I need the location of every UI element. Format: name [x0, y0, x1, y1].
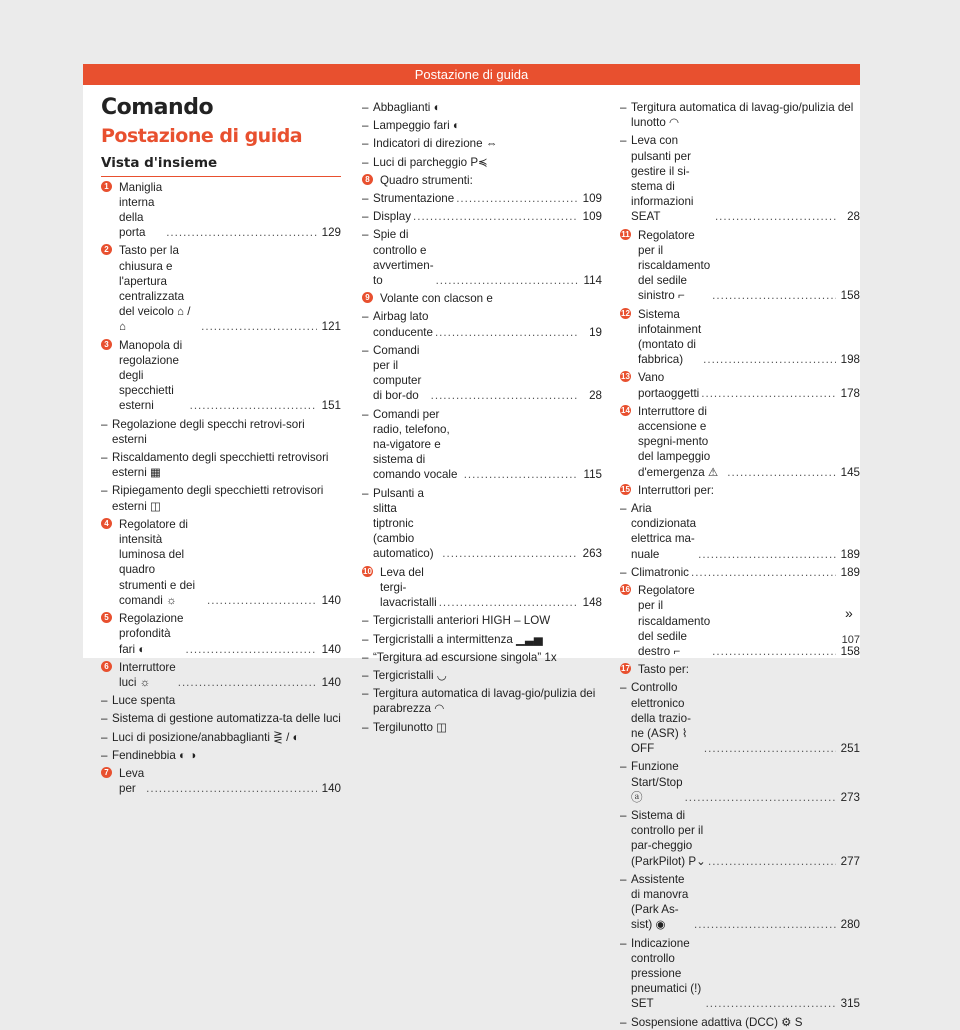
item-label: Interruttore luci ☼ [119, 660, 176, 689]
leader-dots [190, 398, 317, 413]
item-number-badge: 3 [101, 339, 112, 350]
leader-dots [704, 741, 836, 756]
list-item [620, 404, 860, 480]
item-label: Maniglia interna della porta [119, 180, 163, 240]
leader-dots [442, 546, 578, 561]
list-subitem [362, 191, 602, 206]
item-label: Interruttori per: [638, 483, 715, 497]
item-label: Quadro strumenti: [380, 173, 473, 187]
leader-dots [456, 191, 578, 206]
list-subitem [101, 748, 341, 763]
leader-dots [706, 996, 836, 1011]
subitem-label: Tergitura automatica di lavag-gio/pulizia del lunotto ◠ [631, 101, 854, 130]
subitem-label: Tergicristalli a intermittenza ▁▃▅ [373, 632, 543, 646]
item-number-badge: 10 [363, 566, 372, 576]
page-reference: 129 [321, 226, 341, 240]
heading-comando: Comando [101, 95, 214, 120]
list-subitem [620, 501, 860, 562]
list-subitem [362, 632, 602, 647]
item-number-badge: 12 [621, 308, 630, 318]
leader-dots [431, 388, 578, 403]
page-reference: 189 [840, 565, 860, 579]
list-item [101, 766, 341, 796]
list-subitem [362, 155, 602, 170]
list-subitem [362, 407, 602, 483]
list-subitem [620, 808, 860, 869]
subitem-label: – Strumentazione [373, 192, 455, 206]
section-header: Postazione di guida [83, 64, 860, 85]
page-reference: 198 [840, 353, 860, 367]
subitem-label: – Comandi per radio, telefono, na-vigatore e sistema di comando vocale [373, 407, 458, 482]
subitem-label: Luce spenta [112, 694, 176, 708]
subitem-label: – Controllo elettronico della trazio-ne (ASR) ⌇ OFF [631, 681, 691, 756]
item-number-badge: 16 [621, 585, 630, 595]
leader-dots [146, 781, 317, 796]
item-label: Regolatore di intensità luminosa del quadro strumenti e dei comandi ☼ [119, 517, 196, 607]
continue-arrow: » [845, 605, 853, 621]
list-item [101, 660, 341, 690]
list-subitem [362, 613, 602, 628]
item-label: Sistema infotainment (montato di fabbrica) [638, 307, 702, 367]
list-subitem [101, 450, 341, 480]
list-subitem [620, 565, 860, 580]
page-reference: 145 [840, 465, 860, 479]
list-subitem [362, 686, 602, 716]
page-reference: 148 [582, 596, 602, 610]
list-item [620, 483, 860, 498]
list-item [620, 370, 860, 400]
list-subitem [620, 936, 860, 1012]
leader-dots [207, 593, 317, 608]
list-subitem [620, 759, 860, 805]
subitem-label: – Pulsanti a slitta tiptronic (cambio automatico) [373, 486, 434, 561]
subitem-label: – Spie di controllo e avvertimen-to [373, 228, 434, 288]
subitem-label: Regolazione degli specchi retrovi-sori esterni [112, 417, 305, 446]
subitem-label: Ripiegamento degli specchietti retrovisori esterni ◫ [112, 484, 324, 513]
column-2 [362, 97, 602, 735]
subitem-label: – Leva con pulsanti per gestire il si-stema di informazioni SEAT [631, 134, 694, 224]
subitem-label: Luci di parcheggio P≼ [373, 155, 488, 169]
leader-dots [464, 467, 578, 482]
subitem-label: – Display [373, 210, 412, 224]
list-subitem [620, 1015, 860, 1030]
list-subitem [362, 720, 602, 735]
page-reference: 121 [321, 320, 341, 334]
item-number-badge: 14 [621, 405, 630, 415]
list-item [620, 583, 860, 659]
list-subitem [362, 227, 602, 288]
subitem-label: Abbaglianti ◐ [373, 101, 441, 114]
list-item [362, 291, 602, 306]
overview-list-1 [101, 180, 341, 797]
leader-dots [712, 644, 836, 659]
item-label: Regolatore per il riscaldamento del sedile destro ⌐ [638, 584, 711, 658]
list-subitem [101, 711, 341, 726]
subitem-label: Lampeggio fari ◐ [373, 119, 460, 133]
list-subitem [362, 136, 602, 151]
leader-dots [435, 325, 578, 340]
leader-dots [698, 547, 836, 562]
item-number-badge: 4 [101, 518, 112, 529]
list-item [101, 243, 341, 334]
item-label: Tasto per: [638, 663, 689, 677]
item-label: Leva per [119, 766, 145, 796]
column-1 [101, 95, 341, 796]
page-reference: 109 [582, 210, 602, 224]
page-reference: 251 [840, 742, 860, 756]
list-subitem [101, 730, 341, 745]
page-reference: 115 [583, 468, 602, 482]
page-reference: 189 [840, 547, 860, 561]
subitem-label: Tergitura automatica di lavag-gio/pulizia dei parabrezza ◠ [373, 687, 596, 716]
leader-dots [413, 209, 578, 224]
item-label: Leva del tergi-lavacristalli [380, 565, 437, 610]
list-subitem [101, 693, 341, 708]
leader-dots [691, 565, 836, 580]
leader-dots [201, 319, 317, 334]
heading-vista: Vista d'insieme [101, 156, 341, 176]
list-item [620, 307, 860, 368]
leader-dots [703, 352, 836, 367]
leader-dots [439, 595, 578, 610]
item-label: Tasto per la chiusura e l'apertura centralizzata del veicolo ⌂ / ⌂ [119, 244, 191, 334]
subitem-label: – Aria condizionata elettrica ma-nuale [631, 502, 697, 561]
item-label: Volante con clacson e [380, 292, 493, 306]
list-subitem [101, 417, 341, 447]
page-reference: 109 [582, 192, 602, 206]
list-subitem [620, 680, 860, 756]
list-item [362, 565, 602, 611]
list-item [101, 517, 341, 608]
subitem-label: Indicatori di direzione ⇔ [373, 137, 498, 151]
item-number-badge: 1 [101, 181, 112, 192]
item-label: Interruttore di accensione e spegni-mento del lampeggio d'emergenza ⚠ [638, 404, 719, 479]
subitem-label: – Funzione Start/Stop ⓐ [631, 760, 683, 804]
page-reference: 140 [321, 642, 341, 656]
list-subitem [362, 486, 602, 562]
subitem-label: Tergicristalli ◡ [373, 668, 447, 682]
page-reference: 19 [589, 325, 602, 339]
item-number-badge: 8 [362, 174, 373, 185]
page-reference: 315 [840, 997, 860, 1011]
list-subitem [362, 309, 602, 339]
subitem-label: – Indicazione controllo pressione pneumatici (!) SET [631, 936, 702, 1011]
column-3 [620, 97, 860, 1030]
page-number: 107 [841, 634, 860, 646]
subitem-label: Fendinebbia ◐ ◑ [112, 748, 197, 762]
item-label: Regolazione profondità fari ◐ [119, 612, 184, 656]
leader-dots [178, 675, 317, 690]
subitem-label: Sospensione adattiva (DCC) ⚙ S [631, 1015, 803, 1029]
subitem-label: Luci di posizione/anabbaglianti ⋛ / ◐ [112, 730, 300, 744]
list-subitem [362, 650, 602, 665]
leader-dots [166, 225, 317, 240]
list-subitem [362, 668, 602, 683]
list-item [620, 228, 860, 304]
page-reference: 158 [840, 644, 860, 658]
list-subitem [362, 343, 602, 404]
page-reference: 277 [840, 854, 860, 868]
page-reference: 114 [583, 274, 602, 288]
list-subitem [620, 100, 860, 130]
subitem-label: – Climatronic [631, 565, 689, 579]
page-reference: 28 [847, 210, 860, 224]
subitem-label: Tergicristalli anteriori HIGH – LOW [373, 614, 551, 628]
subitem-label: Riscaldamento degli specchietti retrovisori esterni ▦ [112, 451, 329, 480]
list-subitem [101, 483, 341, 513]
page-reference: 280 [840, 918, 860, 932]
item-number-badge: 6 [101, 661, 112, 672]
item-number-badge: 9 [362, 292, 373, 303]
page-reference: 158 [840, 289, 860, 303]
overview-list-3 [620, 100, 860, 1030]
page-reference: 140 [321, 782, 341, 796]
page-reference: 178 [840, 386, 860, 400]
overview-list-2 [362, 100, 602, 735]
list-item [362, 173, 602, 188]
leader-dots [727, 465, 836, 480]
page-reference: 151 [321, 399, 341, 413]
leader-dots [712, 288, 836, 303]
subitem-label: Tergilunotto ◫ [373, 720, 448, 734]
item-number-badge: 17 [621, 664, 630, 674]
subitem-label: – Airbag lato conducente [373, 310, 433, 339]
item-label: Vano portaoggetti [638, 371, 700, 400]
list-item [101, 338, 341, 414]
item-label: Manopola di regolazione degli specchietti esterni [119, 338, 183, 413]
item-number-badge: 11 [621, 229, 630, 239]
list-item [101, 611, 341, 657]
subitem-label: – Assistente di manovra (Park As-sist) ◉ [631, 872, 689, 932]
leader-dots [185, 642, 317, 657]
subitem-label: – Sistema di controllo per il par-cheggio (ParkPilot) P⌄ [631, 808, 706, 868]
list-item [620, 662, 860, 677]
leader-dots [708, 854, 836, 869]
leader-dots [436, 273, 578, 288]
page-reference: 263 [582, 547, 602, 561]
list-subitem [362, 209, 602, 224]
page-reference: 140 [321, 675, 341, 689]
leader-dots [715, 209, 836, 224]
leader-dots [694, 917, 836, 932]
leader-dots [685, 790, 836, 805]
list-item [101, 180, 341, 241]
subitem-label: – Comandi per il computer di bor-do [373, 343, 422, 403]
item-number-badge: 2 [101, 244, 112, 255]
list-subitem [620, 872, 860, 933]
page-reference: 28 [589, 389, 602, 403]
list-subitem [362, 118, 602, 133]
item-number-badge: 13 [621, 372, 630, 382]
item-label: Regolatore per il riscaldamento del sedile sinistro ⌐ [638, 228, 711, 303]
list-subitem [362, 100, 602, 115]
page-reference: 140 [321, 593, 341, 607]
item-number-badge: 5 [101, 612, 112, 623]
subitem-label: Sistema di gestione automatizza-ta delle luci [112, 712, 341, 726]
item-number-badge: 7 [101, 767, 112, 778]
list-subitem [620, 133, 860, 224]
item-number-badge: 15 [621, 484, 630, 494]
subitem-label: “Tergitura ad escursione singola” 1x [373, 650, 557, 664]
page-reference: 273 [840, 790, 860, 804]
heading-postazione: Postazione di guida [101, 125, 303, 148]
leader-dots [701, 386, 836, 401]
